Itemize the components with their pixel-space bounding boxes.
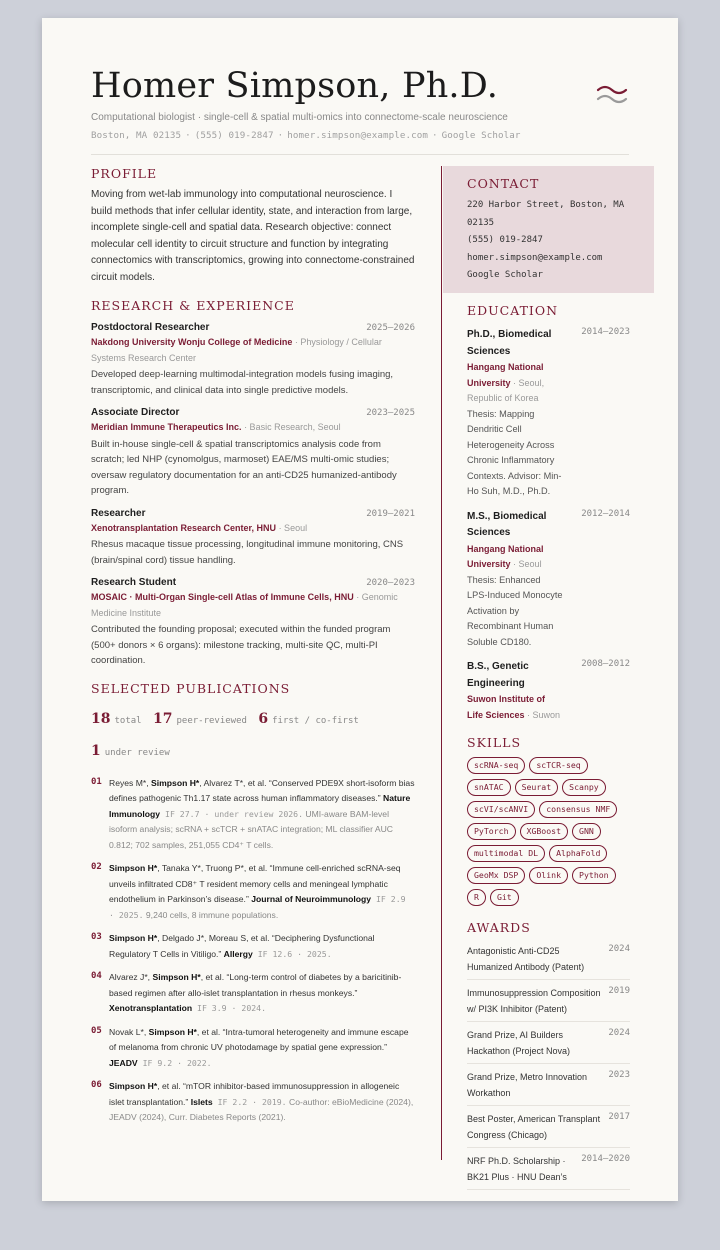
tagline: Computational biologist · single-cell & spatial multi-omics into connectome-scale neuroscience [91, 112, 508, 123]
award-year: 2017 [608, 1112, 630, 1122]
skill-chip: Seurat [515, 779, 559, 796]
profile-section [91, 166, 415, 286]
org-dept: · Genomic Medicine Institute [91, 592, 398, 618]
skill-chip: AlphaFold [549, 845, 607, 862]
org-name: Meridian Immune Therapeutics Inc. [91, 422, 242, 432]
publication-item [91, 1025, 415, 1072]
skill-chip: Python [572, 867, 616, 884]
skill-chip: Scanpy [562, 779, 606, 796]
pub-number: 03 [91, 932, 102, 942]
degree: B.S., Genetic Engineering [467, 661, 529, 689]
pub-citation: Reyes M*, Simpson H*, Alvarez T*, et al. “Conserved PDE9X short-isoform bias defines pathogenic Th1.17 state across human inflammatory diseases.” Nature Immunology IF 27.7 · under review 2026. UMI-aware BAM-level isoform analysis; scRNA + scTCR + snATAC integration; ML classifier AUC 0.812; 702 samples, 251,055 CD4⁺ T cells. [109, 777, 415, 850]
edu-dates: 2008–2012 [581, 659, 630, 669]
org-dept: · Basic Research, Seoul [244, 422, 341, 432]
header-email-link[interactable]: homer.simpson@example.com [287, 130, 429, 141]
skill-chip: XGBoost [520, 823, 569, 840]
job-org [91, 521, 415, 537]
thesis: Thesis: Enhanced LPS-Induced Monocyte Activation by Recombinant Human Soluble CD180. [467, 574, 563, 647]
publications-section [91, 681, 415, 1126]
separator: · [277, 130, 284, 141]
stat-under-review: 1 under review [91, 742, 170, 759]
stat-peer-reviewed: 17 peer-reviewed [153, 710, 247, 727]
header-scholar-link[interactable]: Google Scholar [441, 130, 521, 141]
skill-chip: Olink [529, 867, 568, 884]
job-dates: 2020–2023 [366, 578, 415, 588]
skill-chip: consensus NMF [539, 801, 617, 818]
publication-item [91, 861, 415, 923]
contact-phone: (555) 019-2847 [467, 235, 543, 245]
awards-section [443, 920, 654, 1190]
publication-item [91, 776, 415, 854]
experience-item [91, 577, 415, 669]
job-description: Developed deep-learning multimodal-integration models fusing imaging, transcriptomic, and clinical data into single predictive models. [91, 369, 394, 396]
resume-page [42, 18, 678, 1201]
school: Suwon Institute of Life Sciences · Suwon [467, 694, 561, 720]
award-item [467, 980, 630, 1022]
publication-item [91, 970, 415, 1017]
skill-chip: PyTorch [467, 823, 516, 840]
section-title-skills: SKILLS [467, 735, 522, 750]
award-name: Antagonistic Anti-CD25 Humanized Antibody (Patent) [467, 946, 585, 972]
skill-chip: scTCR-seq [529, 757, 587, 774]
pub-citation: Alvarez J*, Simpson H*, et al. “Long-term control of diabetes by a baricitinib-based regimen after allo-islet transplantation in rhesus monkeys.” Xenotransplantation IF 3.9 · 2024. [109, 972, 402, 1013]
separator: · [185, 130, 191, 141]
award-item [467, 1022, 630, 1064]
job-org [91, 335, 415, 366]
job-description: Contributed the founding proposal; executed within the funded program (500+ donors × 6 organs): milestone tracking, multi-site QC, multi-PI coordination. [91, 624, 391, 666]
contact-section [443, 166, 654, 293]
pub-citation: Novak L*, Simpson H*, et al. “Intra-tumoral heterogeneity and immune escape of melanoma from chronic UV photodamage by spatial gene expression.” JEADV IF 9.2 · 2022. [109, 1026, 409, 1068]
award-year: 2023 [608, 1070, 630, 1080]
header-phone: (555) 019-2847 [194, 130, 274, 141]
award-item [467, 1148, 630, 1190]
section-title-contact: CONTACT [467, 176, 540, 191]
pub-number: 06 [91, 1080, 102, 1090]
edu-dates: 2012–2014 [581, 508, 630, 519]
separator: · [432, 130, 438, 141]
award-year: 2019 [608, 986, 630, 996]
publication-item [91, 931, 415, 962]
pub-citation: Simpson H*, Tanaka Y*, Truong P*, et al. “Immune cell-enriched scRNA-seq unveils infiltrated CD8⁺ T resident memory cells and meningeal lymphatic endothelium in Parkinson’s disease.” Journal of Neuroimmunology IF 2.9 · 2025. 9,240 cells, 8 immune populations. [109, 863, 406, 920]
experience-item [91, 322, 415, 398]
job-org [91, 420, 415, 436]
education-section [443, 303, 654, 723]
section-title-publications: SELECTED PUBLICATIONS [91, 680, 291, 696]
section-title-profile: PROFILE [91, 166, 158, 181]
job-title: Associate Director [91, 407, 180, 418]
skill-chip: R [467, 889, 486, 906]
job-dates: 2025–2026 [366, 323, 415, 333]
skill-chip: Git [490, 889, 519, 906]
contact-scholar-link[interactable]: Google Scholar [467, 270, 543, 280]
pub-number: 01 [91, 776, 102, 787]
job-org [91, 590, 415, 621]
pub-number: 05 [91, 1025, 102, 1036]
award-item [467, 1064, 630, 1106]
org-dept: · Seoul [278, 522, 308, 533]
double-wave-icon [595, 82, 629, 108]
section-title-awards: AWARDS [467, 920, 531, 935]
pub-citation: Simpson H*, et al. “mTOR inhibitor-based immunosuppression in allogeneic islet transplantation.” Islets IF 2.2 · 2019. Co-author: eBioMedicine (2024), JEADV (2024), Curr. Diabetes Reports (2021). [109, 1081, 414, 1122]
thesis: Thesis: Mapping Dendritic Cell Heterogeneity Across Chronic Inflammatory Contexts. Advisor: Min-Ho Suh, M.D., Ph.D. [467, 408, 562, 496]
org-name: Xenotransplantation Research Center, HNU [91, 522, 277, 533]
job-title: Postdoctoral Researcher [91, 322, 210, 333]
award-name: Grand Prize, Metro Innovation Workathon [467, 1072, 588, 1098]
experience-item [91, 508, 415, 569]
skill-chip: multimodal DL [467, 845, 545, 862]
award-year: 2024 [608, 944, 630, 954]
experience-item [91, 407, 415, 499]
award-name: Grand Prize, AI Builders Hackathon (Project Nova) [467, 1030, 571, 1056]
education-item [467, 327, 630, 500]
section-title-education: EDUCATION [467, 303, 559, 318]
skill-chip: scRNA-seq [467, 757, 525, 774]
award-name: Immunosuppression Composition w/ PI3K Inhibitor (Patent) [467, 988, 601, 1014]
org-name: MOSAIC · Multi-Organ Single-cell Atlas of Immune Cells, HNU [91, 592, 354, 602]
job-title: Research Student [91, 577, 177, 588]
award-year: 2024 [608, 1028, 630, 1038]
skill-chip: snATAC [467, 779, 511, 796]
skill-chip: scVI/scANVI [467, 801, 535, 818]
award-item [467, 938, 630, 980]
pub-number: 04 [91, 971, 102, 981]
award-item [467, 1106, 630, 1148]
resume-header [91, 64, 629, 141]
job-title: Researcher [91, 507, 146, 519]
school: Hangang National University · Seoul, Republic of Korea [467, 362, 545, 403]
sidebar [443, 166, 654, 1190]
pub-citation: Simpson H*, Delgado J*, Moreau S, et al. “Deciphering Dysfunctional Regulatory T Cells in Vitiligo.” Allergy IF 12.6 · 2025. [109, 933, 375, 959]
header-address: Boston, MA 02135 [91, 130, 182, 141]
org-name: Nakdong University Wonju College of Medicine [91, 337, 293, 347]
profile-text: Moving from wet-lab immunology into computational neuroscience. I build methods that infer cellular identity, state, and interaction from large, incomplete single-cell and spatial data. Research objective: connect molecular cell identity to circuit structure and function by integrating connectomics with transcriptomics, growing into connectome-constrained circuit models. [91, 189, 415, 283]
column-divider [441, 166, 442, 1160]
education-item [467, 509, 630, 651]
section-title-experience: RESEARCH & EXPERIENCE [91, 298, 295, 313]
header-contact-line [91, 130, 629, 141]
school: Hangang National University · Seoul [467, 543, 544, 569]
experience-section [91, 298, 415, 669]
person-name: Homer Simpson, Ph.D. [91, 66, 499, 106]
publication-item [91, 1079, 415, 1126]
header-divider [91, 154, 629, 155]
skill-chips [467, 757, 630, 906]
award-name: Best Poster, American Transplant Congress (Chicago) [467, 1114, 601, 1140]
pub-number: 02 [91, 862, 102, 872]
degree: Ph.D., Biomedical Sciences [467, 329, 552, 357]
stat-first-author: 6 first / co-first [258, 710, 359, 727]
job-description: Built in-house single-cell & spatial transcriptomics analysis code from scratch; led NHP (cynomolgus, marmoset) EAE/MS multi-omic studies; oversaw regulatory documentation for an anti-CD25 humanized-antibody program. [91, 438, 397, 496]
job-dates: 2023–2025 [366, 408, 415, 418]
contact-address: 220 Harbor Street, Boston, MA 02135 [467, 200, 625, 228]
publication-stats [91, 704, 415, 768]
job-description: Rhesus macaque tissue processing, longitudinal immune monitoring, CNS (brain/spinal cord) tissue handling. [91, 539, 404, 566]
degree: M.S., Biomedical Sciences [467, 510, 547, 538]
contact-email-link[interactable]: homer.simpson@example.com [467, 252, 603, 263]
education-item [467, 659, 630, 723]
award-year: 2014–2020 [581, 1154, 630, 1164]
skill-chip: GNN [572, 823, 601, 840]
stat-total: 18 total [91, 710, 142, 727]
main-column [91, 166, 415, 1126]
award-name: NRF Ph.D. Scholarship · BK21 Plus · HNU Dean’s [467, 1156, 567, 1182]
org-dept: · Physiology / Cellular Systems Research Center [91, 337, 382, 363]
job-dates: 2019–2021 [366, 508, 415, 519]
edu-dates: 2014–2023 [581, 327, 630, 337]
skill-chip: GeoMx DSP [467, 867, 525, 884]
skills-section [443, 735, 654, 906]
